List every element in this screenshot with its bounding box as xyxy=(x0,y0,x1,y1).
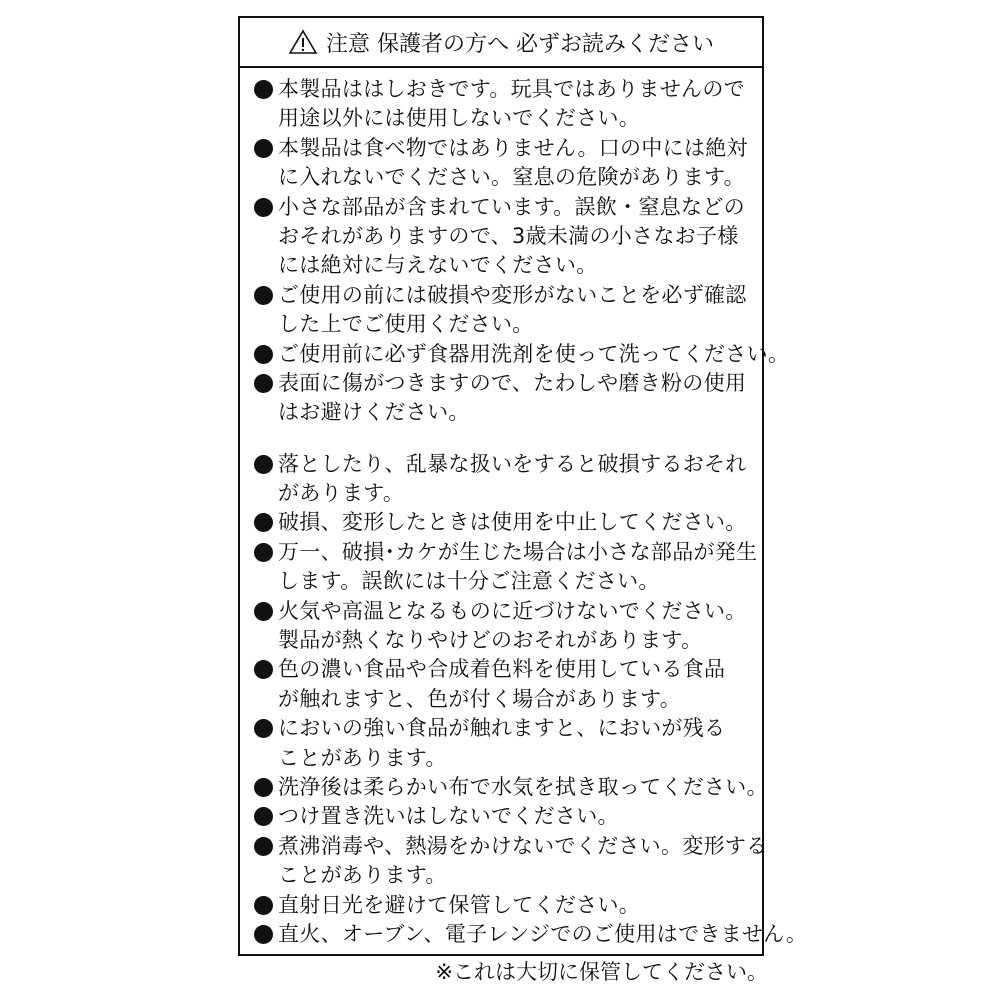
caution-item-line: においの強い食品が触れますと、においが残る xyxy=(278,716,726,741)
bullet-icon xyxy=(254,374,273,393)
bullet-icon xyxy=(254,719,273,738)
caution-item-line: 本製品ははしおきです。玩具ではありませんので xyxy=(278,77,745,101)
caution-item-line: が触れますと、色が付く場合があります。 xyxy=(278,686,682,711)
bullet-icon xyxy=(254,198,273,217)
caution-list xyxy=(254,75,808,949)
caution-item xyxy=(254,773,768,802)
bullet-icon xyxy=(254,807,273,826)
warning-triangle-icon xyxy=(288,29,318,55)
caution-item-line: 落としたり、乱暴な扱いをすると破損するおそれ xyxy=(278,451,747,476)
caution-label-box xyxy=(238,16,808,956)
caution-item-line: 表面に傷がつきますので、たわしや磨き粉の使用 xyxy=(278,370,747,395)
caution-item-line: 本製品は食べ物ではありません。口の中には絶対 xyxy=(278,135,748,160)
caution-item xyxy=(254,920,808,949)
caution-item xyxy=(254,75,756,134)
caution-item-line: 製品が熱くなりやけどのおそれがあります。 xyxy=(278,628,703,653)
bullet-icon xyxy=(254,139,273,158)
caution-title: 注意 保護者の方へ 必ずお読みください xyxy=(326,31,714,57)
caution-item-line: 用途以外には使用しないでください。 xyxy=(278,106,641,131)
caution-item-line: 万一、破損･カケが生じた場合は小さな部品が発生 xyxy=(278,539,758,564)
caution-item-line: 火気や高温となるものに近づけないでください。 xyxy=(278,598,747,623)
caution-item xyxy=(254,714,756,773)
bullet-icon xyxy=(254,602,273,621)
caution-item-line: には絶対に与えないでください。 xyxy=(278,253,598,278)
caution-item xyxy=(254,340,790,369)
caution-item-line: ご使用の前には破損や変形がないことを必ず確認 xyxy=(278,282,747,307)
caution-item-line: 煮沸消毒や、熱湯をかけないでください。変形する xyxy=(278,833,768,858)
bullet-icon xyxy=(254,837,273,856)
caution-item xyxy=(254,655,756,714)
caution-item xyxy=(254,597,756,656)
caution-item-line: ことがあります。 xyxy=(278,863,447,888)
caution-item-line: があります。 xyxy=(278,481,405,506)
bullet-icon xyxy=(254,543,273,562)
caution-item xyxy=(254,802,756,831)
caution-item-line: ことがあります。 xyxy=(278,745,447,770)
caution-item-line: に入れないでください。窒息の危険があります。 xyxy=(278,165,745,190)
caution-item xyxy=(254,450,756,509)
bullet-icon xyxy=(254,80,273,99)
caution-item-line: 直火、オーブン、電子レンジでのご使用はできません。 xyxy=(278,921,808,946)
caution-item xyxy=(254,369,756,428)
caution-item-line: 破損、変形したときは使用を中止してください。 xyxy=(278,510,747,535)
caution-header xyxy=(240,18,762,68)
caution-item-line: ご使用前に必ず食器用洗剤を使って洗ってください。 xyxy=(278,341,790,366)
bullet-icon xyxy=(254,345,273,364)
caution-item-line: 洗浄後は柔らかい布で水気を拭き取ってください。 xyxy=(278,774,768,799)
caution-item xyxy=(254,281,756,340)
bullet-icon xyxy=(254,925,273,944)
caution-item-line: おそれがありますので、3歳未満の小さなお子様 xyxy=(278,223,739,248)
caution-item xyxy=(254,891,756,920)
footer-note: ※これは大切に保管してください。 xyxy=(435,960,768,984)
caution-item xyxy=(254,538,756,597)
caution-item-line: 小さな部品が含まれています。誤飲・窒息などの xyxy=(278,194,745,219)
caution-item-line: はお避けください。 xyxy=(278,400,470,425)
bullet-icon xyxy=(254,455,273,474)
caution-item xyxy=(254,508,756,537)
bullet-icon xyxy=(254,778,273,797)
caution-item xyxy=(254,832,768,891)
caution-item-line: した上でご使用ください。 xyxy=(278,312,534,337)
bullet-icon xyxy=(254,513,273,532)
caution-item-line: 直射日光を避けて保管してください。 xyxy=(278,892,641,917)
bullet-icon xyxy=(254,660,273,679)
caution-item xyxy=(254,134,756,193)
caution-item xyxy=(254,193,756,281)
bullet-icon xyxy=(254,896,273,915)
caution-item-line: します。誤飲には十分ご注意ください。 xyxy=(278,569,660,594)
bullet-icon xyxy=(254,286,273,305)
caution-item-line: つけ置き洗いはしないでください。 xyxy=(278,804,619,829)
caution-item-line: 色の濃い食品や合成着色料を使用している食品 xyxy=(278,657,726,682)
